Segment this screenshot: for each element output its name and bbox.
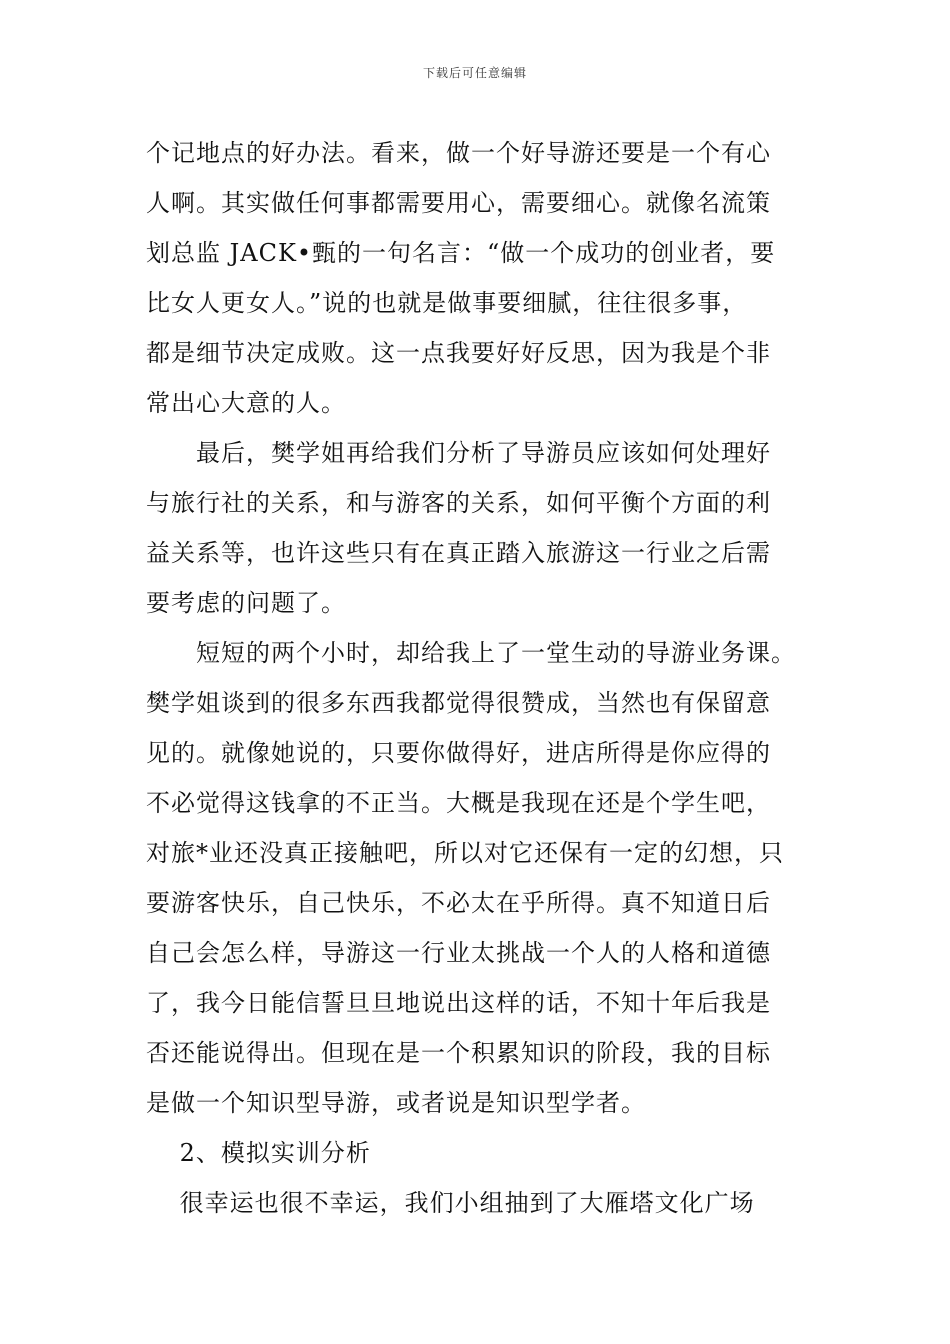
text-line: 与旅行社的关系，和与游客的关系，如何平衡个方面的利	[146, 489, 771, 517]
text-line: 比女人更女人。”说的也就是做事要细腻，往往很多事，	[146, 289, 748, 317]
text-line: 是做一个知识型导游，或者说是知识型学者。	[146, 1089, 646, 1117]
document-body	[146, 128, 846, 1228]
text-line: 樊学姐谈到的很多东西我都觉得很赞成，当然也有保留意	[146, 689, 771, 717]
text-line: 自己会怎么样，导游这一行业太挑战一个人的人格和道德	[146, 939, 771, 967]
text-line: 益关系等，也许这些只有在真正踏入旅游这一行业之后需	[146, 539, 771, 567]
text-line: 不必觉得这钱拿的不正当。大概是我现在还是个学生吧，	[146, 789, 771, 817]
text-line: 短短的两个小时，却给我上了一堂生动的导游业务课。	[146, 639, 796, 667]
text-line: 见的。就像她说的，只要你做得好，进店所得是你应得的	[146, 739, 771, 767]
text-line: 都是细节决定成败。这一点我要好好反思，因为我是个非	[146, 339, 771, 367]
text-line: 要游客快乐，自己快乐，不必太在乎所得。真不知道日后	[146, 889, 771, 917]
text-line: 否还能说得出。但现在是一个积累知识的阶段，我的目标	[146, 1039, 771, 1067]
section-heading: 2、模拟实训分析	[146, 1139, 371, 1167]
text-line: 最后，樊学姐再给我们分析了导游员应该如何处理好	[146, 439, 771, 467]
page-header-note: 下载后可任意编辑	[422, 66, 527, 80]
text-line: 很幸运也很不幸运，我们小组抽到了大雁塔文化广场	[146, 1189, 755, 1217]
text-line: 个记地点的好办法。看来，做一个好导游还要是一个有心	[146, 139, 771, 167]
text-line: 人啊。其实做任何事都需要用心，需要细心。就像名流策	[146, 189, 771, 217]
text-line: 要考虑的问题了。	[146, 589, 346, 617]
text-line: 了，我今日能信誓旦旦地说出这样的话，不知十年后我是	[146, 989, 771, 1017]
text-line: 常出心大意的人。	[146, 389, 346, 417]
text-line: 对旅*业还没真正接触吧，所以对它还保有一定的幻想，只	[146, 839, 784, 867]
text-line: 划总监 JACK•甄的一句名言：“做一个成功的创业者，要	[146, 239, 776, 267]
